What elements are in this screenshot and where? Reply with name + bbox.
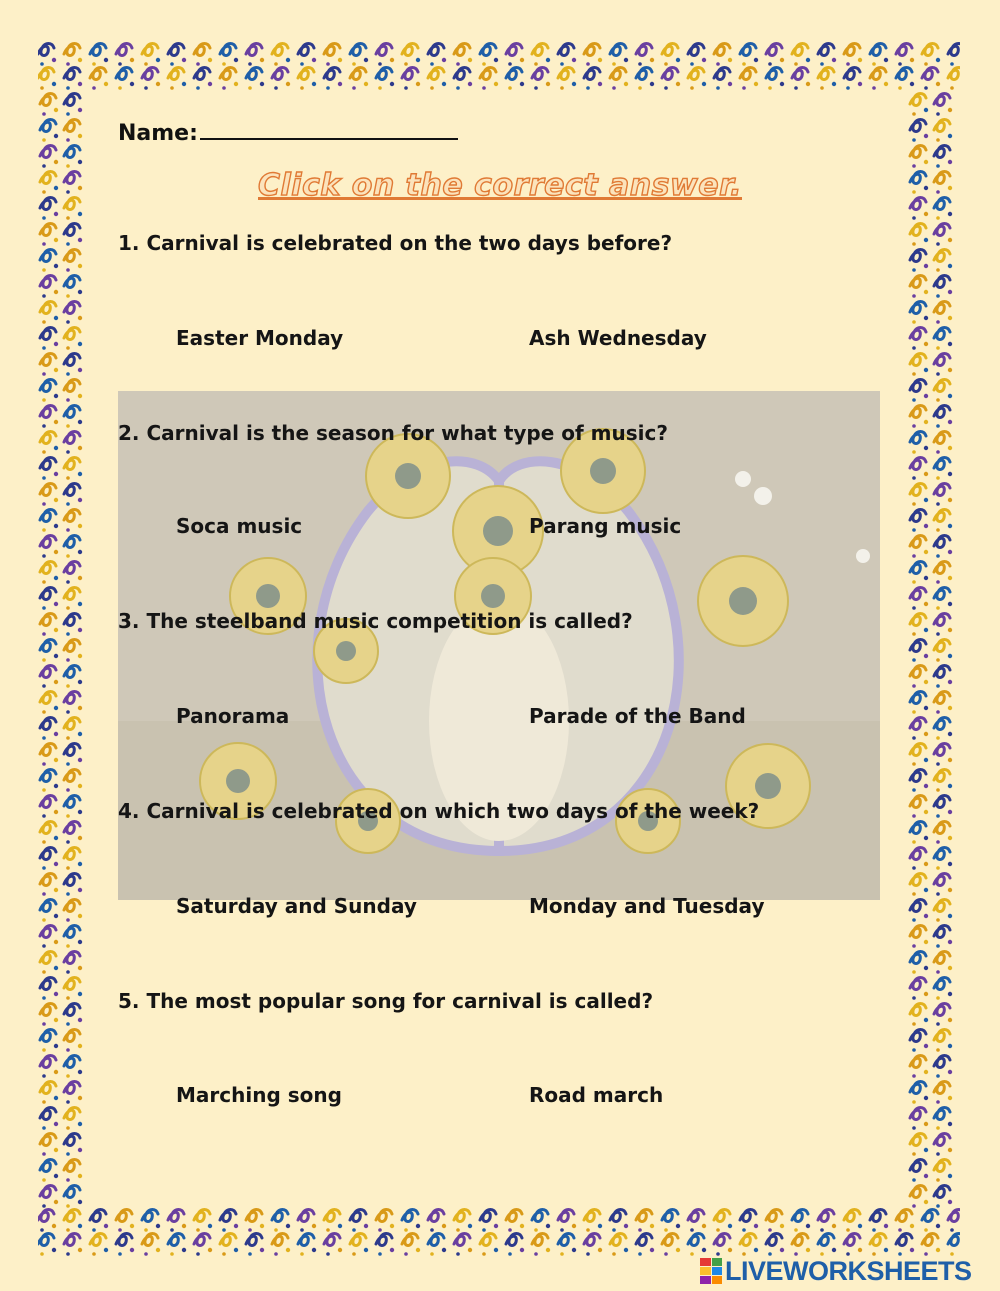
q5-option-b[interactable]: Road march bbox=[529, 1083, 664, 1107]
name-label: Name: bbox=[118, 121, 198, 146]
liveworksheets-logo bbox=[700, 1256, 972, 1286]
liveworksheets-logo-icon bbox=[700, 1258, 722, 1284]
liveworksheets-logo-text: LIVEWORKSHEETS bbox=[725, 1255, 972, 1286]
question-2: 2. Carnival is the season for what type of music? bbox=[118, 421, 668, 445]
question-4: 4. Carnival is celebrated on which two days of the week? bbox=[118, 799, 760, 823]
q1-option-a[interactable]: Easter Monday bbox=[176, 326, 344, 350]
carnival-background-photo bbox=[118, 391, 880, 900]
question-5: 5. The most popular song for carnival is called? bbox=[118, 989, 654, 1013]
name-field[interactable] bbox=[118, 118, 458, 146]
q1-option-b[interactable]: Ash Wednesday bbox=[529, 326, 707, 350]
q5-option-a[interactable]: Marching song bbox=[176, 1083, 342, 1107]
instruction-heading: Click on the correct answer. bbox=[258, 168, 742, 203]
q4-option-b[interactable]: Monday and Tuesday bbox=[529, 894, 765, 918]
question-3: 3. The steelband music competition is called? bbox=[118, 609, 633, 633]
question-1: 1. Carnival is celebrated on the two days before? bbox=[118, 231, 673, 255]
q3-option-a[interactable]: Panorama bbox=[176, 704, 290, 728]
name-blank-line[interactable] bbox=[200, 118, 458, 140]
q2-option-a[interactable]: Soca music bbox=[176, 514, 303, 538]
q2-option-b[interactable]: Parang music bbox=[529, 514, 682, 538]
q4-option-a[interactable]: Saturday and Sunday bbox=[176, 894, 417, 918]
q3-option-b[interactable]: Parade of the Band bbox=[529, 704, 746, 728]
